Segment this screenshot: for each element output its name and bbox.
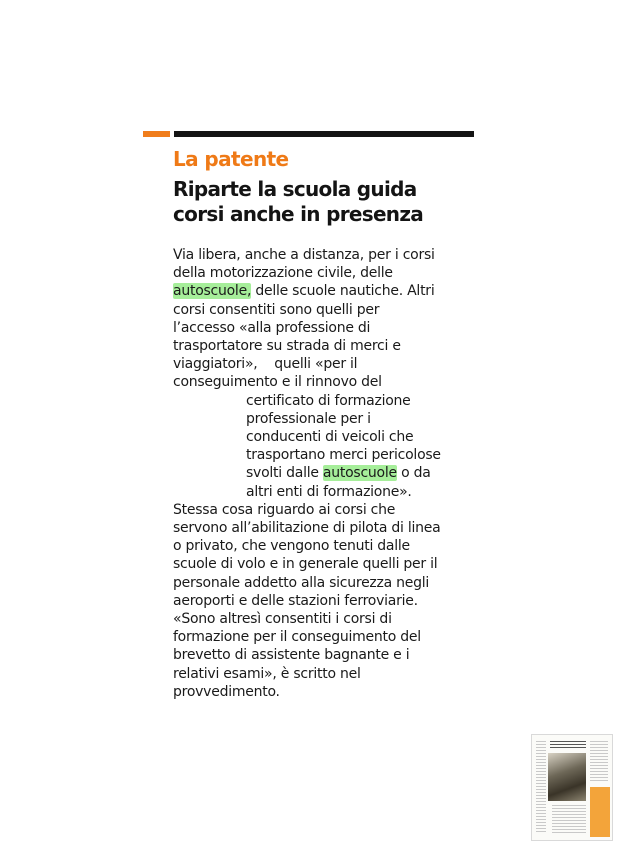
- body-line: certificato di formazione: [246, 392, 411, 409]
- thumbnail-text-column: [552, 805, 586, 835]
- body-line: corsi consentiti sono quelli per: [173, 301, 380, 318]
- thumbnail-highlight-box: [590, 787, 610, 837]
- body-line: l’accesso «alla professione di: [173, 319, 371, 336]
- thumbnail-text-column: [536, 741, 546, 833]
- page-thumbnail[interactable]: [531, 734, 613, 841]
- headline-line: corsi anche in presenza: [173, 202, 424, 226]
- body-line: [173, 282, 478, 300]
- body-line: Stessa cosa riguardo ai corsi che: [173, 501, 396, 518]
- article-kicker: La patente: [173, 147, 289, 171]
- body-line: personale addetto alla sicurezza negli: [173, 574, 430, 591]
- body-line: [173, 464, 478, 482]
- body-line: altri enti di formazione».: [246, 483, 412, 500]
- thumbnail-photo: [548, 753, 586, 801]
- body-line: Via libera, anche a distanza, per i corsi: [173, 247, 435, 263]
- body-line: provvedimento.: [173, 683, 280, 700]
- body-line: della motorizzazione civile, delle: [173, 265, 393, 282]
- body-line: viaggiatori», quelli «per il: [173, 356, 358, 373]
- body-text: o da: [396, 465, 431, 482]
- thumbnail-text-column: [590, 741, 608, 783]
- accent-rule: [143, 131, 170, 137]
- article-headline: [173, 177, 473, 227]
- body-line: trasportano merci pericolose: [246, 447, 441, 464]
- section-rule: [174, 131, 474, 137]
- body-line: formazione per il conseguimento del: [173, 629, 421, 646]
- body-line: «Sono altresì consentiti i corsi di: [173, 611, 392, 628]
- body-line: o privato, che vengono tenuti dalle: [173, 538, 410, 555]
- body-line: servono all’abilitazione di pilota di linea: [173, 520, 441, 537]
- body-line: scuole di volo e in generale quelli per il: [173, 556, 438, 573]
- body-line: relativi esami», è scritto nel: [173, 665, 361, 682]
- highlighted-term: autoscuole: [322, 465, 397, 482]
- body-text: delle scuole nautiche. Altri: [251, 283, 435, 300]
- body-line: trasportatore su strada di merci e: [173, 338, 401, 355]
- body-line: conseguimento e il rinnovo del: [173, 374, 382, 391]
- body-line: conducenti di veicoli che: [246, 429, 414, 446]
- body-text: svolti dalle: [246, 465, 323, 482]
- body-line: aeroporti e delle stazioni ferroviarie.: [173, 592, 418, 609]
- article-body: [173, 246, 478, 701]
- body-line: brevetto di assistente bagnante e i: [173, 647, 410, 664]
- headline-line: Riparte la scuola guida: [173, 177, 417, 201]
- highlighted-term: autoscuole,: [173, 283, 252, 300]
- body-line: professionale per i: [246, 410, 371, 427]
- thumbnail-headline: [550, 741, 586, 750]
